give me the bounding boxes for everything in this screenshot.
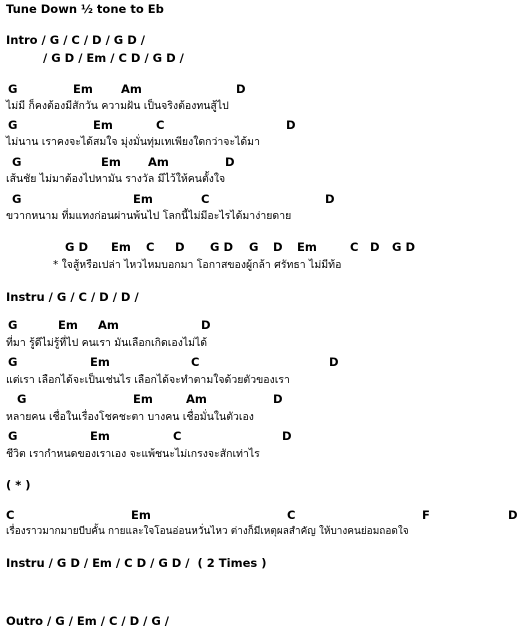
- instru-chords: / G / C / D / D /: [44, 290, 139, 304]
- chord: D: [286, 118, 296, 132]
- lyric-line: ไม่มี ก็คงต้องมีสักวัน ความฝัน เป็นจริงต้องทนสู้ไป: [6, 100, 229, 112]
- intro-label: Intro: [6, 33, 38, 47]
- instru-line-1: [6, 290, 139, 304]
- lyric-line: แต่เรา เลือกได้จะเป็นเช่นไร เลือกได้จะทำตามใจด้วยตัวของเรา: [6, 374, 290, 386]
- chorus-lyric: * ใจสู้หรือเปล่า ไหวไหมบอกมา โอกาสของผู้กล้า ศรัทธา ไม่มีท้อ: [53, 259, 342, 271]
- chord: C: [146, 240, 155, 254]
- chord: D: [273, 240, 283, 254]
- instru-label: Instru: [6, 290, 45, 304]
- lyric-line: ที่มา รู้ดีไม่รู้ที่ไป คนเรา มันเลือกเกิดเองไม่ได้: [6, 337, 208, 349]
- lyric-line: ชีวิต เรากำหนดของเราเอง จะแพ้ชนะไม่เกรงจะสักเท่าไร: [6, 448, 260, 460]
- chord: Em: [131, 508, 151, 522]
- chord: C: [201, 192, 210, 206]
- chord: D: [201, 318, 211, 332]
- chord: G: [8, 118, 18, 132]
- chord: Em: [133, 192, 153, 206]
- chord: Em: [133, 392, 153, 406]
- chord: D: [370, 240, 380, 254]
- chord: C: [287, 508, 296, 522]
- chord: G D: [65, 240, 88, 254]
- chord: C: [173, 429, 182, 443]
- lyric-line: ไม่นาน เราคงจะได้สมใจ มุ่งมั่นทุ่มเทเพียงใดกว่าจะได้มา: [6, 136, 260, 148]
- lyric-line: หลายคน เชื่อในเรื่องโชคชะตา บางคน เชื่อมั่นในตัวเอง: [6, 411, 254, 423]
- chord: Em: [93, 118, 113, 132]
- chord: G: [8, 82, 18, 96]
- chord: G: [8, 429, 18, 443]
- outro-chords: / G / Em / C / D / G /: [43, 614, 169, 628]
- chord: G: [17, 392, 27, 406]
- chord: D: [325, 192, 335, 206]
- tune-note: Tune Down ½ tone to Eb: [6, 2, 164, 16]
- chord: Em: [297, 240, 317, 254]
- chord: G D: [210, 240, 233, 254]
- chord: D: [175, 240, 185, 254]
- chord: Em: [73, 82, 93, 96]
- outro-label: Outro: [6, 614, 44, 628]
- intro-chords-2: / G D / Em / C D / G D /: [43, 51, 184, 65]
- chord: C: [350, 240, 359, 254]
- chord: D: [225, 155, 235, 169]
- chord: Am: [186, 392, 207, 406]
- chord: G: [249, 240, 259, 254]
- chord: F: [422, 508, 430, 522]
- outro-line: [6, 614, 169, 628]
- intro-line-1: [6, 33, 145, 47]
- chord: Em: [101, 155, 121, 169]
- chord: D: [282, 429, 292, 443]
- chord: D: [329, 355, 339, 369]
- instru-chords: / G D / Em / C D / G D /: [44, 556, 190, 570]
- chord: C: [191, 355, 200, 369]
- chord: D: [508, 508, 518, 522]
- bridge-lyric: เรื่องราวมากมายบีบคั้น กายและใจโอนอ่อนหวั่นไหว ต่างก็มีเหตุผลสำคัญ ให้บางคนย่อมถอดใจ: [6, 526, 409, 537]
- chord: Em: [90, 429, 110, 443]
- chord: Am: [121, 82, 142, 96]
- chord: Am: [148, 155, 169, 169]
- chord: G D: [392, 240, 415, 254]
- lyric-line: เส้นชัย ไม่มาต้องไปหามัน รางวัล มีไว้ให้คนตั้งใจ: [6, 173, 226, 185]
- chord: G: [8, 355, 18, 369]
- chord: G: [12, 155, 22, 169]
- chord: Em: [111, 240, 131, 254]
- instru-line-2: [6, 556, 266, 570]
- chord: Am: [98, 318, 119, 332]
- chord: D: [236, 82, 246, 96]
- chord: G: [8, 318, 18, 332]
- chord: Em: [58, 318, 78, 332]
- lyric-line: ขวากหนาม ที่มแทงก่อนผ่านพ้นไป โลกนี้ไม่มีอะไรได้มาง่ายดาย: [6, 210, 292, 222]
- instru-label: Instru: [6, 556, 45, 570]
- chord: C: [156, 118, 165, 132]
- chord: Em: [90, 355, 110, 369]
- chord: D: [273, 392, 283, 406]
- intro-chords-1: / G / C / D / G D /: [37, 33, 145, 47]
- repeat-note: ( 2 Times ): [197, 556, 267, 570]
- chord: C: [6, 508, 15, 522]
- chord: G: [12, 192, 22, 206]
- chorus-ref: ( * ): [6, 478, 31, 492]
